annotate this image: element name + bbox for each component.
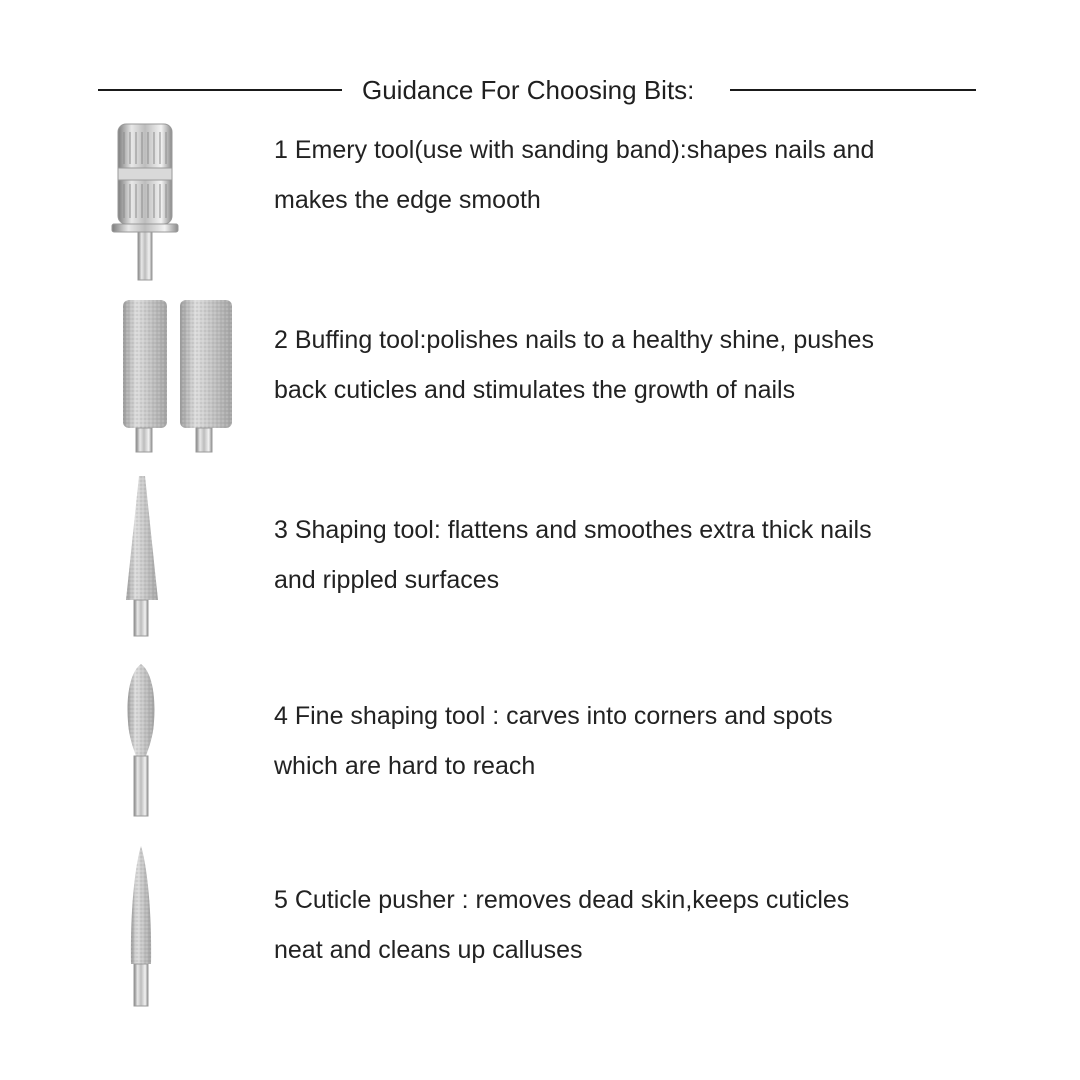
header-rule-right	[730, 89, 976, 91]
bit-item-buffing	[100, 298, 980, 458]
flame-fine-shaping-bit-icon	[100, 660, 190, 820]
needle-cuticle-pusher-bit-icon	[100, 844, 190, 1014]
bit-item-cuticle-pusher	[100, 844, 980, 1014]
cone-shaping-bit-icon	[100, 472, 190, 642]
bit-item-emery	[100, 118, 980, 288]
header-rule-left	[98, 89, 342, 91]
buffing-cylinder-bits-icon	[100, 298, 240, 458]
bit-item-shaping	[100, 472, 980, 642]
bit-description: 1 Emery tool(use with sanding band):shapes nails and makes the edge smooth	[274, 136, 875, 214]
bit-description: 3 Shaping tool: flattens and smoothes extra thick nails and rippled surfaces	[274, 516, 872, 594]
bit-description: 4 Fine shaping tool : carves into corners and spots which are hard to reach	[274, 702, 833, 780]
bit-item-fine-shaping	[100, 660, 980, 820]
bit-description: 2 Buffing tool:polishes nails to a healthy shine, pushes back cuticles and stimulates the growth of nails	[274, 326, 874, 404]
section-title: Guidance For Choosing Bits:	[362, 75, 695, 105]
emery-mandrel-bit-icon	[100, 118, 190, 288]
bit-description: 5 Cuticle pusher : removes dead skin,keeps cuticles neat and cleans up calluses	[274, 886, 850, 964]
section-header	[98, 72, 976, 108]
